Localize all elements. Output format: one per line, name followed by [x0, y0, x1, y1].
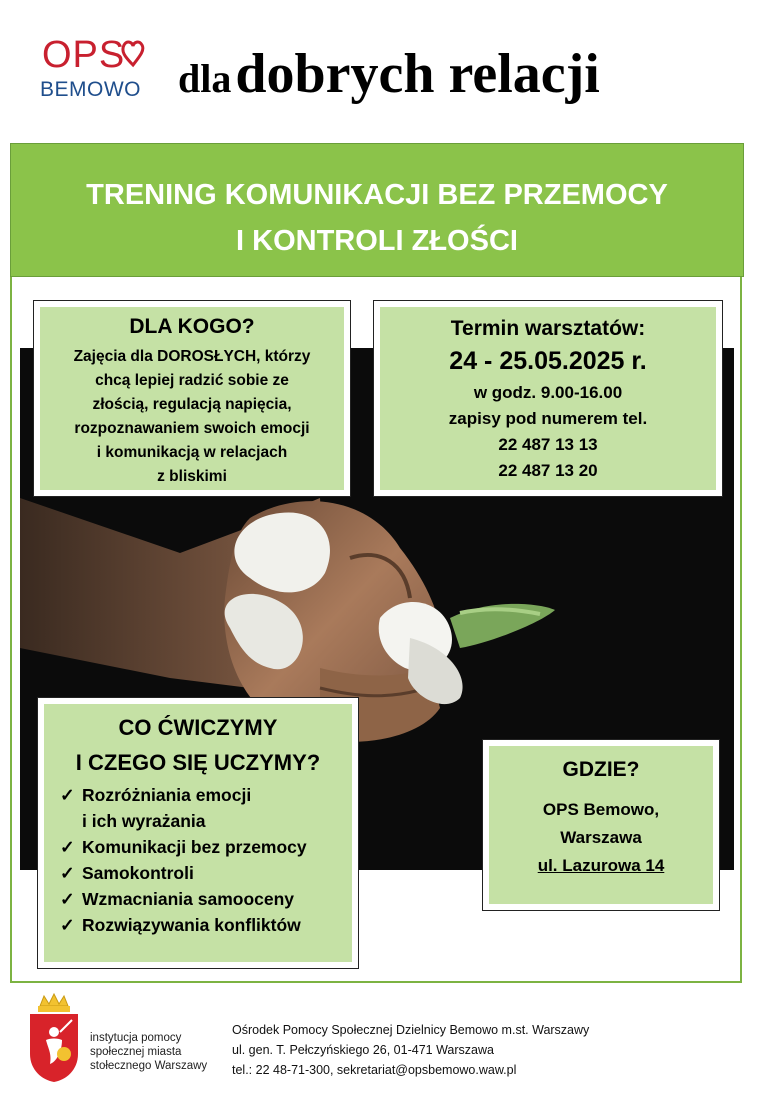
for-whom-heading: DLA KOGO? — [129, 315, 255, 338]
for-whom-box — [33, 300, 351, 497]
topics-heading-line-1: CO ĆWICZYMY — [118, 715, 278, 740]
list-item — [60, 834, 352, 860]
topics-heading — [44, 704, 352, 780]
schedule-content — [380, 307, 716, 490]
tagline-small: dla — [178, 56, 232, 101]
check-icon: ✓ — [60, 785, 75, 805]
logo-ops-text: OPS — [42, 34, 126, 76]
schedule-details — [380, 380, 716, 484]
location-name: OPS Bemowo, — [542, 800, 660, 819]
for-whom-text — [40, 345, 344, 489]
check-spacer — [60, 808, 82, 834]
list-item-text: Rozróżniania emocji — [82, 785, 252, 805]
list-item — [60, 808, 352, 834]
for-whom-line: chcą lepiej radzić sobie ze — [95, 372, 289, 389]
location-city: Warszawa — [560, 828, 642, 847]
location-street: ul. Lazurowa 14 — [537, 856, 665, 875]
for-whom-content — [40, 307, 344, 490]
schedule-dates: 24 - 25.05.2025 r. — [449, 347, 647, 375]
topics-heading-line-2: I CZEGO SIĘ UCZYMY? — [75, 750, 321, 775]
location-content — [489, 746, 713, 904]
location-box — [482, 739, 720, 911]
location-details — [489, 796, 713, 880]
title-line-1: TRENING KOMUNIKACJI BEZ PRZEMOCY — [86, 179, 668, 211]
title-line-2: I KONTROLI ZŁOŚCI — [236, 225, 518, 257]
organization-contact: tel.: 22 48-71-300, sekretariat@opsbemowo.waw.pl — [232, 1063, 517, 1077]
warsaw-crest-icon — [26, 992, 82, 1084]
list-item-text: Samokontroli — [82, 863, 194, 883]
organization-name: Ośrodek Pomocy Społecznej Dzielnicy Bemowo m.st. Warszawy — [232, 1023, 590, 1037]
schedule-signup: zapisy pod numerem tel. — [448, 409, 648, 428]
schedule-heading: Termin warsztatów: — [450, 317, 646, 340]
list-item-text: Wzmacniania samooceny — [82, 889, 295, 909]
list-item — [60, 912, 352, 938]
check-icon: ✓ — [60, 837, 75, 857]
for-whom-line: złością, regulacją napięcia, — [92, 396, 292, 413]
tagline-big: dobrych relacji — [235, 43, 600, 105]
schedule-hours: w godz. 9.00-16.00 — [473, 383, 623, 402]
check-icon: ✓ — [60, 915, 75, 935]
list-item-text: Komunikacji bez przemocy — [82, 837, 307, 857]
for-whom-line: Zajęcia dla DOROSŁYCH, którzy — [73, 348, 311, 365]
heart-icon — [120, 38, 146, 68]
for-whom-line: i komunikacją w relacjach — [96, 444, 288, 461]
list-item — [60, 886, 352, 912]
crest-caption — [90, 1031, 207, 1073]
schedule-box — [373, 300, 723, 497]
location-heading: GDZIE? — [562, 758, 640, 781]
list-item-text: i ich wyrażania — [82, 811, 206, 831]
organization-address: ul. gen. T. Pełczyńskiego 26, 01-471 Warszawa — [232, 1043, 494, 1057]
phone-number-2: 22 487 13 20 — [498, 461, 598, 480]
topics-box — [37, 697, 359, 969]
crest-caption-line: instytucja pomocy — [90, 1032, 182, 1044]
check-icon: ✓ — [60, 889, 75, 909]
topics-content — [44, 704, 352, 962]
list-item-text: Rozwiązywania konfliktów — [82, 915, 301, 935]
crest-caption-line: stołecznego Warszawy — [90, 1060, 208, 1072]
logo-bemowo-text: BEMOWO — [40, 78, 141, 101]
tagline — [178, 42, 600, 106]
for-whom-line: z bliskimi — [157, 468, 227, 485]
crest-caption-line: społecznej miasta — [90, 1046, 182, 1058]
phone-number-1: 22 487 13 13 — [498, 435, 598, 454]
topics-list — [44, 782, 352, 938]
for-whom-line: rozpoznawaniem swoich emocji — [74, 420, 310, 437]
list-item — [60, 860, 352, 886]
title-banner — [10, 143, 744, 277]
list-item — [60, 782, 352, 808]
organization-info — [232, 1020, 589, 1080]
ops-bemowo-logo — [28, 34, 168, 106]
check-icon: ✓ — [60, 863, 75, 883]
